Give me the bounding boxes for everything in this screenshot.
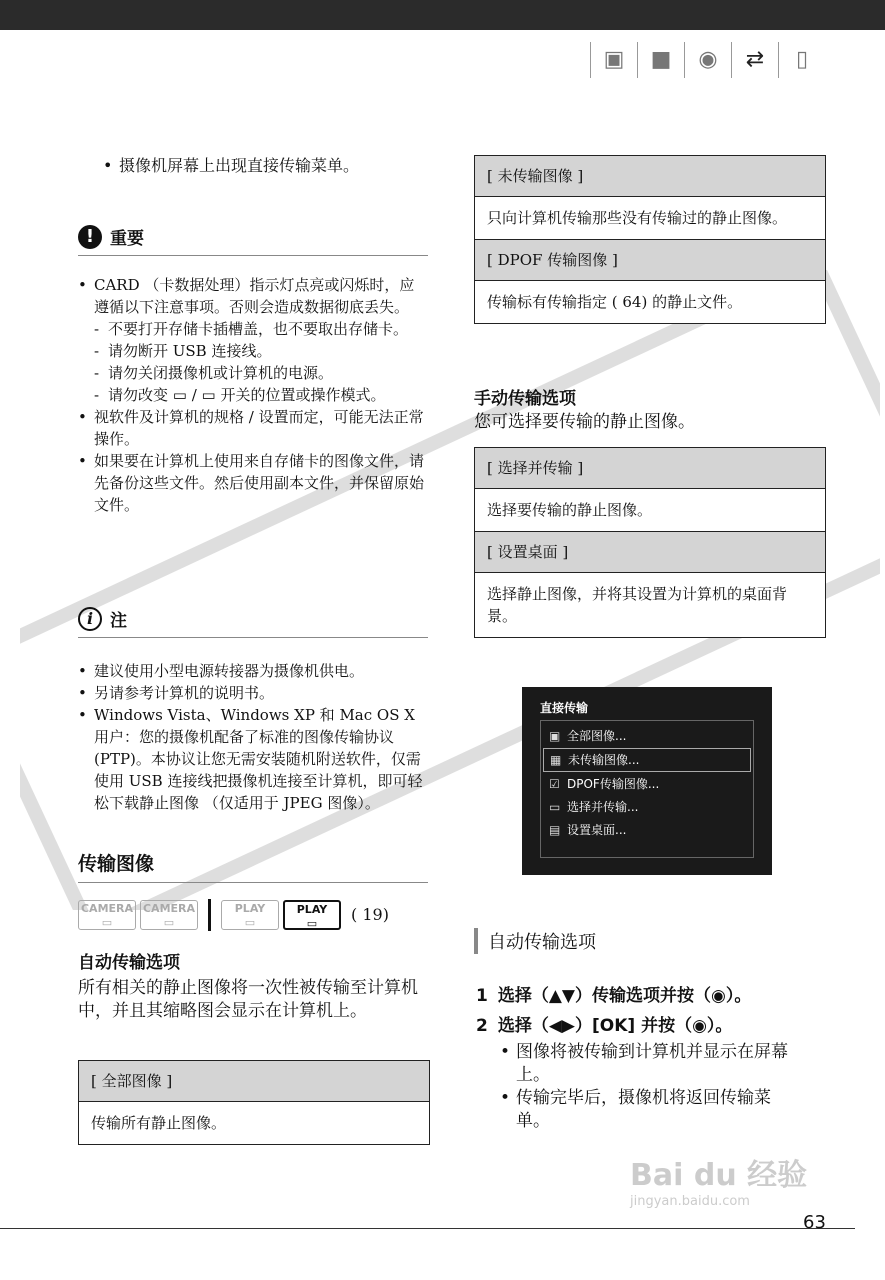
notes-title: 注 <box>110 611 127 631</box>
card-icon[interactable]: ▣ <box>590 42 637 78</box>
camera-card-mode: CAMERA ▭ <box>140 900 198 930</box>
screen-row[interactable]: ▭ 选择并传输... <box>549 800 639 814</box>
screen-row[interactable]: ☑ DPOF传输图像... <box>549 777 660 791</box>
section-title: 传输图像 <box>78 849 428 883</box>
list-item: • 图像将被传输到计算机并显示在屏幕上。 <box>500 1041 800 1087</box>
box-unsent-dpof <box>474 155 826 324</box>
box-select-desktop <box>474 447 826 638</box>
list-item: - 请勿断开 USB 连接线。 <box>78 340 428 362</box>
list-item: • 另请参考计算机的说明书。 <box>78 682 428 704</box>
play-tape-mode: PLAY ▭ <box>221 900 279 930</box>
important-title: 重要 <box>110 229 144 249</box>
camera-icon[interactable]: ■ <box>637 42 684 78</box>
transfer-section <box>78 849 428 883</box>
list-item: • 如果要在计算机上使用来自存储卡的图像文件，请先备份这些文件。然后使用副本文件，并保留原始文件。 <box>78 450 428 516</box>
list-item: • Windows Vista、Windows XP 和 Mac OS X 用户：您的摄像机配备了标准的图像传输协议 (PTP)。本协议让您无需安装随机附送软件，仅需使用 USB 连接线把摄像机连接至计算机，即可轻松下载静止图像 （仅适用于 JPEG 图像）。 <box>78 704 428 814</box>
play-card-mode: PLAY ▭ <box>283 900 341 930</box>
auto-desc: 所有相关的静止图像将一次性被传输至计算机中，并且其缩略图会显示在计算机上。 <box>78 978 418 1021</box>
transfer-icon[interactable]: ⇄ <box>731 42 778 78</box>
chapter-icons <box>590 42 825 78</box>
box-head: [ DPOF 传输图像 ] <box>475 239 825 281</box>
baidu-watermark: Bai du 经验 jingyan.baidu.com <box>630 1158 808 1209</box>
auto-options <box>78 948 428 1023</box>
page-number: 63 <box>803 1212 826 1233</box>
camera-screen <box>522 687 772 875</box>
list-item: • 传输完毕后，摄像机将返回传输菜单。 <box>500 1087 800 1133</box>
auto-header: 自动传输选项 <box>474 928 848 954</box>
screen-menu <box>540 720 754 858</box>
screen-row-selected[interactable]: ▦ 未传输图像... <box>543 748 751 772</box>
box-all-images <box>78 1060 430 1145</box>
list-item: • 视软件及计算机的规格 / 设置而定，可能无法正常操作。 <box>78 406 428 450</box>
intro-bullet: • 摄像机屏幕上出现直接传输菜单。 <box>103 155 403 177</box>
important-header <box>78 224 428 256</box>
top-bar <box>0 0 885 30</box>
box-body: 只向计算机传输那些没有传输过的静止图像。 <box>487 209 788 227</box>
book-icon[interactable]: ▯ <box>778 42 825 78</box>
manual-title: 手动传输选项 <box>474 389 576 409</box>
box-head: [ 设置桌面 ] <box>475 531 825 573</box>
warning-icon: ! <box>78 225 102 249</box>
steps <box>476 983 836 1133</box>
screen-row[interactable]: ▣ 全部图像... <box>549 729 627 743</box>
auto-title: 自动传输选项 <box>78 953 180 973</box>
step-2: 2 选择（◀▶）[OK] 并按（◉）。 <box>476 1016 733 1036</box>
list-item: - 不要打开存储卡插槽盖，也不要取出存储卡。 <box>78 318 428 340</box>
list-item: - 请勿改变 ▭ / ▭ 开关的位置或操作模式。 <box>78 384 428 406</box>
screen-title: 直接传输 <box>540 701 589 715</box>
box-body: 选择静止图像，并将其设置为计算机的桌面背景。 <box>487 585 788 625</box>
box-body: 传输所有静止图像。 <box>91 1114 227 1132</box>
screen-inner <box>540 699 754 861</box>
photo-icon[interactable]: ◉ <box>684 42 731 78</box>
mode-ref: ( 19) <box>351 905 389 924</box>
mode-separator <box>208 899 211 931</box>
important-list <box>78 274 428 516</box>
list-item: • 建议使用小型电源转接器为摄像机供电。 <box>78 660 428 682</box>
camera-tape-mode: CAMERA ▭ <box>78 900 136 930</box>
box-body: 选择要传输的静止图像。 <box>487 501 653 519</box>
step-bullets <box>500 1041 800 1133</box>
box-head: [ 选择并传输 ] <box>475 448 825 489</box>
list-item: - 请勿关闭摄像机或计算机的电源。 <box>78 362 428 384</box>
box-head: [ 未传输图像 ] <box>475 156 825 197</box>
list-item: • CARD （卡数据处理）指示灯点亮或闪烁时，应遵循以下注意事项。否则会造成数据彻底丢失。 <box>78 274 428 318</box>
screen-row[interactable]: ▤ 设置桌面... <box>549 823 627 837</box>
notes-list <box>78 660 428 814</box>
mode-buttons <box>78 899 389 931</box>
box-head: [ 全部图像 ] <box>79 1061 429 1102</box>
manual-options <box>474 384 834 434</box>
important-section <box>78 224 428 516</box>
notes-section <box>78 606 428 814</box>
info-icon: i <box>78 607 102 631</box>
box-body: 传输标有传输指定 ( 64) 的静止文件。 <box>487 293 743 311</box>
notes-header <box>78 606 428 638</box>
footer-line <box>0 1228 855 1229</box>
step-1: 1 选择（▲▼）传输选项并按（◉）。 <box>476 986 752 1006</box>
manual-desc: 您可选择要传输的静止图像。 <box>474 412 695 432</box>
